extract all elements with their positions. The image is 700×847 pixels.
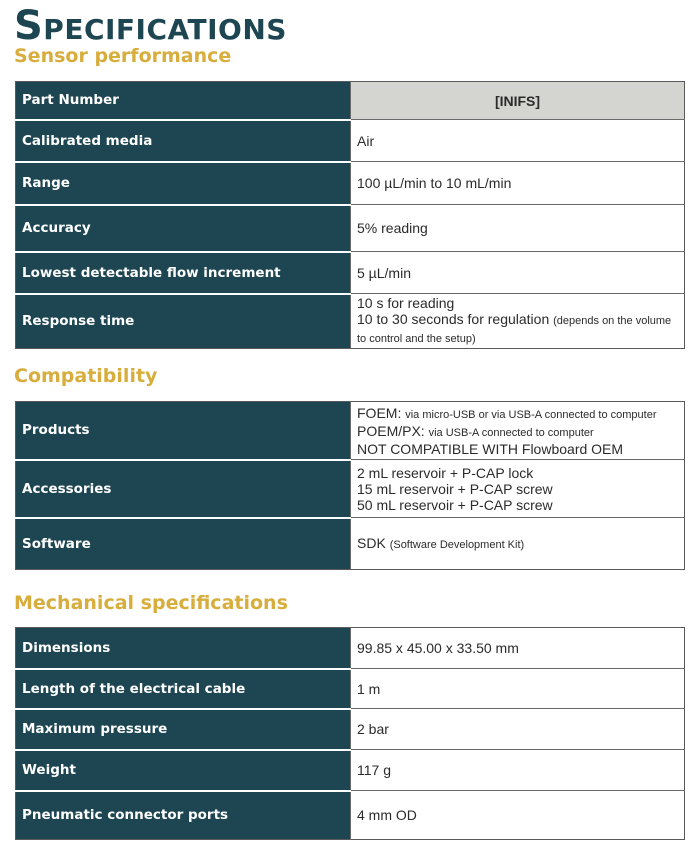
table-row: [16, 294, 685, 349]
poem-line: [357, 423, 678, 441]
compatibility-table: [15, 401, 685, 570]
foem-note: via micro-USB or via USB-A connected to computer: [405, 408, 657, 421]
row-value: 4 mm OD: [351, 791, 685, 840]
table-row: [16, 791, 685, 840]
row-label: Response time: [16, 294, 351, 349]
row-value: [351, 402, 685, 460]
page-title: Specifications: [14, 3, 287, 49]
row-label: Pneumatic connector ports: [16, 791, 351, 840]
mechanical-specifications-table: [15, 627, 685, 840]
row-label: Lowest detectable flow increment: [16, 252, 351, 294]
section-title-sensor-performance: Sensor performance: [14, 45, 232, 67]
software-name: SDK: [357, 534, 386, 551]
row-label: Length of the electrical cable: [16, 669, 351, 709]
row-value: [351, 518, 685, 570]
row-label: Part Number: [16, 82, 351, 120]
row-value: 1 m: [351, 669, 685, 709]
row-value: Air: [351, 120, 685, 162]
row-label: Weight: [16, 750, 351, 791]
sensor-performance-table: [15, 81, 685, 349]
table-row: [16, 252, 685, 294]
row-label: Dimensions: [16, 628, 351, 669]
table-row: [16, 205, 685, 252]
row-value: 2 bar: [351, 709, 685, 750]
row-value: 5% reading: [351, 205, 685, 252]
table-row: [16, 669, 685, 709]
section-title-compatibility: Compatibility: [14, 365, 158, 387]
table-row: [16, 750, 685, 791]
foem-line: [357, 405, 678, 423]
row-label: Calibrated media: [16, 120, 351, 162]
software-note: (Software Development Kit): [389, 538, 525, 551]
row-value: 5 µL/min: [351, 252, 685, 294]
table-row: [16, 120, 685, 162]
foem-label: FOEM:: [357, 404, 402, 421]
row-label: Software: [16, 518, 351, 570]
row-value: [INIFS]: [351, 82, 685, 120]
row-value: 99.85 x 45.00 x 33.50 mm: [351, 628, 685, 669]
accessory-item: 50 mL reservoir + P-CAP screw: [357, 496, 553, 513]
not-compatible-note: NOT COMPATIBLE WITH Flowboard OEM: [357, 440, 624, 457]
table-row: [16, 518, 685, 570]
poem-label: POEM/PX:: [357, 422, 425, 439]
accessory-item: 2 mL reservoir + P-CAP lock: [357, 464, 534, 481]
row-label: Accuracy: [16, 205, 351, 252]
poem-note: via USB-A connected to computer: [428, 426, 594, 439]
table-row: [16, 709, 685, 750]
table-row: [16, 402, 685, 460]
accessory-item: 15 mL reservoir + P-CAP screw: [357, 480, 553, 497]
row-value: 117 g: [351, 750, 685, 791]
response-regulation: 10 to 30 seconds for regulation: [357, 311, 550, 327]
row-label: Accessories: [16, 460, 351, 518]
table-row: [16, 460, 685, 518]
table-row: [16, 82, 685, 120]
row-value: [351, 460, 685, 518]
table-row: [16, 628, 685, 669]
response-regulation-note: (depends on the volume to control and the setup): [357, 315, 672, 345]
section-title-mechanical-specifications: Mechanical specifications: [14, 592, 288, 614]
row-value: [351, 294, 685, 349]
row-label: Products: [16, 402, 351, 460]
row-value: 100 µL/min to 10 mL/min: [351, 162, 685, 205]
row-label: Range: [16, 162, 351, 205]
row-label: Maximum pressure: [16, 709, 351, 750]
response-reading: 10 s for reading: [357, 295, 455, 311]
table-row: [16, 162, 685, 205]
